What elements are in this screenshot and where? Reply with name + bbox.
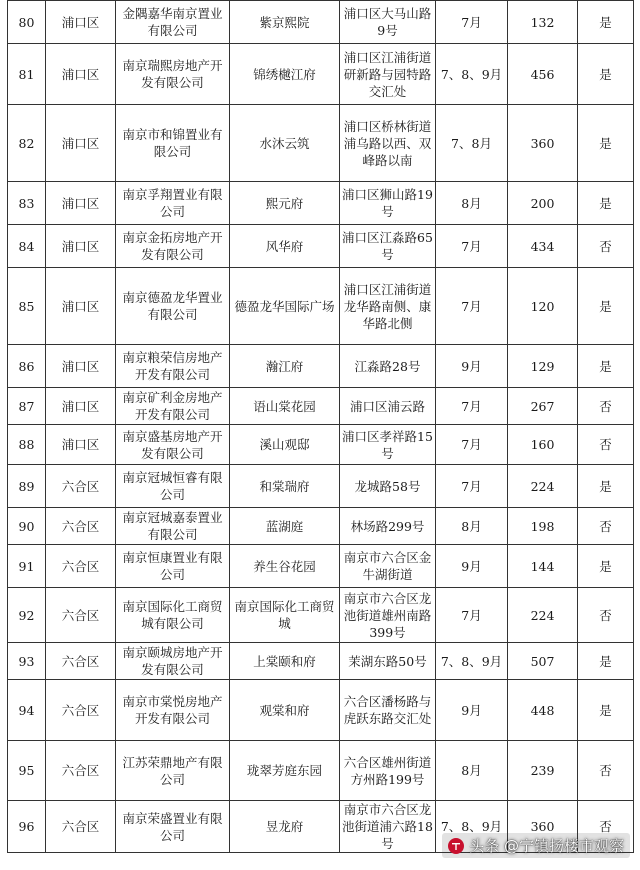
- table-row: [8, 465, 634, 508]
- cell-units: 200: [508, 182, 578, 225]
- cell-location: 南京市六合区龙池街道雄州南路399号: [340, 588, 436, 643]
- cell-units: 144: [508, 545, 578, 588]
- cell-units: 224: [508, 588, 578, 643]
- cell-project: 蓝湖庭: [230, 508, 340, 545]
- cell-project: 紫京熙院: [230, 1, 340, 44]
- cell-company: 金隅嘉华南京置业有限公司: [116, 1, 230, 44]
- watermark: [442, 833, 630, 858]
- cell-month: 8月: [436, 741, 508, 801]
- cell-location: 林场路299号: [340, 508, 436, 545]
- table-row: [8, 345, 634, 388]
- cell-project: 溪山观邸: [230, 425, 340, 465]
- cell-month: 7、8月: [436, 105, 508, 182]
- cell-flag: 是: [578, 44, 634, 105]
- cell-company: 南京金拓房地产开发有限公司: [116, 225, 230, 268]
- cell-district: 浦口区: [46, 182, 116, 225]
- cell-company: 南京荣盛置业有限公司: [116, 801, 230, 853]
- cell-units: 224: [508, 465, 578, 508]
- cell-project: 瀚江府: [230, 345, 340, 388]
- table-row: [8, 225, 634, 268]
- cell-month: 7月: [436, 588, 508, 643]
- cell-no: 93: [8, 643, 46, 680]
- cell-district: 浦口区: [46, 388, 116, 425]
- cell-location: 江淼路28号: [340, 345, 436, 388]
- cell-flag: 是: [578, 1, 634, 44]
- cell-month: 7、8、9月: [436, 801, 508, 853]
- cell-month: 7月: [436, 465, 508, 508]
- housing-supply-table: [7, 0, 634, 853]
- cell-month: 8月: [436, 508, 508, 545]
- cell-month: 7月: [436, 388, 508, 425]
- cell-no: 81: [8, 44, 46, 105]
- cell-location: 浦口区江浦街道研新路与园特路交汇处: [340, 44, 436, 105]
- cell-no: 94: [8, 680, 46, 741]
- cell-no: 92: [8, 588, 46, 643]
- cell-company: 南京瑞熙房地产开发有限公司: [116, 44, 230, 105]
- cell-flag: 是: [578, 268, 634, 345]
- cell-project: 熙元府: [230, 182, 340, 225]
- table-row: [8, 268, 634, 345]
- cell-district: 六合区: [46, 508, 116, 545]
- cell-location: 浦口区桥林街道浦乌路以西、双峰路以南: [340, 105, 436, 182]
- table-row: [8, 545, 634, 588]
- cell-district: 六合区: [46, 545, 116, 588]
- cell-month: 9月: [436, 545, 508, 588]
- cell-no: 80: [8, 1, 46, 44]
- table-row: [8, 388, 634, 425]
- cell-flag: 否: [578, 425, 634, 465]
- toutiao-logo-icon: [448, 838, 464, 854]
- cell-company: 南京盛基房地产开发有限公司: [116, 425, 230, 465]
- cell-month: 7月: [436, 1, 508, 44]
- cell-district: 浦口区: [46, 268, 116, 345]
- table-row: [8, 741, 634, 801]
- cell-flag: 否: [578, 801, 634, 853]
- cell-units: 448: [508, 680, 578, 741]
- cell-project: 南京国际化工商贸城: [230, 588, 340, 643]
- cell-project: 养生谷花园: [230, 545, 340, 588]
- cell-month: 7月: [436, 425, 508, 465]
- table-row: [8, 105, 634, 182]
- cell-units: 267: [508, 388, 578, 425]
- cell-district: 六合区: [46, 680, 116, 741]
- cell-district: 浦口区: [46, 1, 116, 44]
- cell-location: 茉湖东路50号: [340, 643, 436, 680]
- cell-district: 六合区: [46, 801, 116, 853]
- cell-no: 90: [8, 508, 46, 545]
- cell-no: 91: [8, 545, 46, 588]
- table-row: [8, 1, 634, 44]
- cell-flag: 是: [578, 643, 634, 680]
- cell-units: 132: [508, 1, 578, 44]
- cell-units: 456: [508, 44, 578, 105]
- cell-location: 浦口区江浦街道龙华路南侧、康华路北侧: [340, 268, 436, 345]
- cell-district: 六合区: [46, 588, 116, 643]
- cell-project: 语山棠花园: [230, 388, 340, 425]
- cell-no: 88: [8, 425, 46, 465]
- cell-district: 浦口区: [46, 225, 116, 268]
- cell-location: 浦口区浦云路: [340, 388, 436, 425]
- cell-project: 上棠颐和府: [230, 643, 340, 680]
- cell-company: 南京冠城恒睿有限公司: [116, 465, 230, 508]
- cell-location: 六合区雄州街道方州路199号: [340, 741, 436, 801]
- cell-no: 95: [8, 741, 46, 801]
- cell-units: 198: [508, 508, 578, 545]
- cell-project: 和棠瑞府: [230, 465, 340, 508]
- cell-project: 水沐云筑: [230, 105, 340, 182]
- cell-project: 风华府: [230, 225, 340, 268]
- cell-company: 南京市棠悦房地产开发有限公司: [116, 680, 230, 741]
- cell-units: 360: [508, 105, 578, 182]
- cell-project: 德盈龙华国际广场: [230, 268, 340, 345]
- cell-company: 南京孚翔置业有限公司: [116, 182, 230, 225]
- cell-location: 浦口区大马山路9号: [340, 1, 436, 44]
- cell-no: 96: [8, 801, 46, 853]
- cell-no: 87: [8, 388, 46, 425]
- cell-units: 360: [508, 801, 578, 853]
- cell-flag: 是: [578, 105, 634, 182]
- cell-company: 南京冠城嘉泰置业有限公司: [116, 508, 230, 545]
- cell-company: 南京市和锦置业有限公司: [116, 105, 230, 182]
- cell-company: 江苏荣鼎地产有限公司: [116, 741, 230, 801]
- cell-units: 160: [508, 425, 578, 465]
- cell-month: 7、8、9月: [436, 44, 508, 105]
- cell-no: 86: [8, 345, 46, 388]
- table-row: [8, 680, 634, 741]
- cell-month: 9月: [436, 680, 508, 741]
- cell-flag: 是: [578, 465, 634, 508]
- table-row: [8, 508, 634, 545]
- cell-company: 南京颐城房地产开发有限公司: [116, 643, 230, 680]
- cell-district: 浦口区: [46, 425, 116, 465]
- cell-project: 锦绣樾江府: [230, 44, 340, 105]
- table-row: [8, 44, 634, 105]
- cell-units: 239: [508, 741, 578, 801]
- cell-no: 82: [8, 105, 46, 182]
- cell-month: 7、8、9月: [436, 643, 508, 680]
- cell-units: 120: [508, 268, 578, 345]
- cell-project: 观棠和府: [230, 680, 340, 741]
- cell-flag: 否: [578, 225, 634, 268]
- cell-month: 7月: [436, 225, 508, 268]
- cell-flag: 是: [578, 182, 634, 225]
- cell-project: 珑翠芳庭东园: [230, 741, 340, 801]
- cell-no: 89: [8, 465, 46, 508]
- table-row: [8, 182, 634, 225]
- cell-location: 六合区潘杨路与虎跃东路交汇处: [340, 680, 436, 741]
- cell-flag: 否: [578, 508, 634, 545]
- table-row: [8, 643, 634, 680]
- cell-company: 南京矿利金房地产开发有限公司: [116, 388, 230, 425]
- table-row: [8, 588, 634, 643]
- cell-flag: 否: [578, 388, 634, 425]
- cell-location: 浦口区江淼路65号: [340, 225, 436, 268]
- cell-district: 六合区: [46, 465, 116, 508]
- cell-no: 84: [8, 225, 46, 268]
- cell-no: 85: [8, 268, 46, 345]
- cell-month: 7月: [436, 268, 508, 345]
- cell-location: 南京市六合区金牛湖街道: [340, 545, 436, 588]
- cell-project: 昱龙府: [230, 801, 340, 853]
- cell-units: 507: [508, 643, 578, 680]
- cell-location: 龙城路58号: [340, 465, 436, 508]
- cell-flag: 是: [578, 345, 634, 388]
- cell-company: 南京粮荣信房地产开发有限公司: [116, 345, 230, 388]
- table-body: [8, 1, 634, 853]
- cell-month: 9月: [436, 345, 508, 388]
- cell-flag: 否: [578, 741, 634, 801]
- cell-units: 434: [508, 225, 578, 268]
- cell-flag: 是: [578, 545, 634, 588]
- cell-flag: 否: [578, 588, 634, 643]
- cell-district: 六合区: [46, 741, 116, 801]
- cell-location: 浦口区孝祥路15号: [340, 425, 436, 465]
- cell-location: 南京市六合区龙池街道浦六路18号: [340, 801, 436, 853]
- cell-no: 83: [8, 182, 46, 225]
- cell-company: 南京恒康置业有限公司: [116, 545, 230, 588]
- cell-company: 南京德盈龙华置业有限公司: [116, 268, 230, 345]
- cell-district: 六合区: [46, 643, 116, 680]
- cell-location: 浦口区狮山路19号: [340, 182, 436, 225]
- cell-district: 浦口区: [46, 345, 116, 388]
- table-row: [8, 425, 634, 465]
- cell-flag: 是: [578, 680, 634, 741]
- cell-month: 8月: [436, 182, 508, 225]
- watermark-text: 头条 @宁镇扬楼市观察: [469, 837, 624, 855]
- cell-district: 浦口区: [46, 105, 116, 182]
- cell-company: 南京国际化工商贸城有限公司: [116, 588, 230, 643]
- cell-district: 浦口区: [46, 44, 116, 105]
- cell-units: 129: [508, 345, 578, 388]
